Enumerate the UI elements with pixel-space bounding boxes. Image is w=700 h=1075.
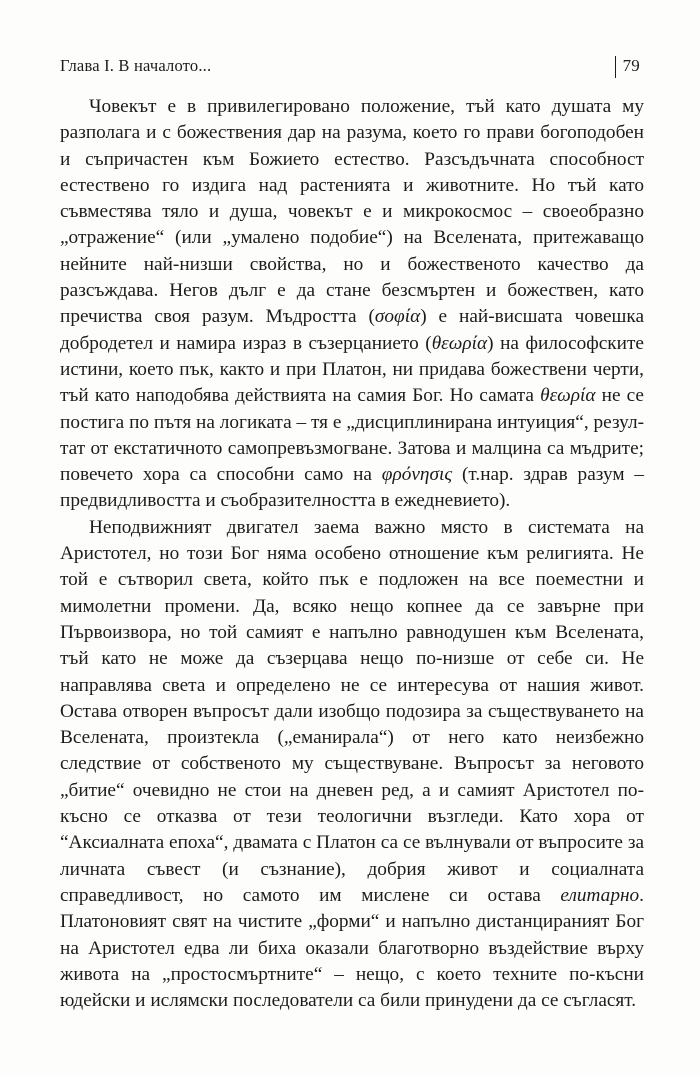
paragraph — [60, 94, 644, 515]
paragraph — [60, 515, 644, 1015]
text-run: ) е най-висшата човешка добродетел и намира израз в съзерцанието ( — [60, 306, 645, 354]
chapter-title: Глава I. В началото... — [60, 56, 212, 75]
italic-term: елитарно — [560, 884, 640, 906]
page-number: 79 — [622, 56, 640, 75]
italic-term: θεωρία — [431, 332, 488, 354]
page-number-block — [615, 56, 640, 78]
italic-term: θεωρία — [540, 385, 596, 407]
italic-term: σοφία — [374, 306, 421, 328]
body-text — [60, 94, 644, 1014]
page-number-divider — [615, 56, 616, 78]
text-run: . Платоновият свят на чистите „форми“ и напълно дистанцираният Бог на Аристотел едва ли биха оказали благотворно въздействие върху живота на „простосмъртните“ – нещо, с което техните по-късни юдейски и ислямски последователи са били принудени да се съгласят. — [60, 884, 644, 1012]
text-run: (т.нар. здрав разум – предвидливостта и съобразителността в ежедневието). — [60, 464, 645, 512]
text-run: Неподвижният двигател заема важно място в системата на Аристотел, но този Бог няма особено отношение към религията. Не той е сътворил света, който пък е подложен на все поеместни и мимолетни промени. Да, всяко нещо копнее да се завърне при Първоизвора, но той самият е напълно равнодушен към Вселената, тъй като не може да съзерцава нещо по-низше от себе си. Не направлява света и определено не се интересува от нашия живот. Остава отворен въпросът дали изобщо подозира за съществуването на Вселената, произтекла („еманирала“) от него като неизбежно следствие от собственото му съществуване. Въпросът за неговото „битие“ очевидно не стои на дневен ред, а и самият Аристотел по-късно се отказва от тези теологични възгледи. Като хора от “Аксиалната епоха“, двамата с Платон са се вълнували от въпросите за личната съвест (и съзнание), добрия живот и социалната справедливост, но самото им мислене си остава — [60, 516, 644, 906]
running-header — [60, 56, 640, 80]
text-run: не се постига по пътя на логиката – тя е „дисциплинирана интуиция“, резултат от екстатичното самопревъзмогване. Затова и малцина са мъдрите; повечето хора са способни само на — [60, 385, 644, 486]
italic-term: φρόνησις — [381, 464, 453, 486]
text-run: ) на философските истини, което пък, както и при Платон, ни придава божествени черти, тъй като наподобява действията на самия Бог. Но самата — [60, 332, 644, 407]
text-run: Човекът е в привилегировано положение, тъй като душата му разполага и с божествения дар на разума, което го прави богоподобен и съпричастен към Божието естество. Разсъдъчната способност естествено го издига над растенията и животните. Но тъй като съвместява тяло и душа, човекът е и микрокосмос – своеобразно „отражение“ (или „умалено подобие“) на Вселената, притежаващо нейните най-низши свойства, но и божественото качество да разсъждава. Негов дълг е да стане безсмъртен и божествен, като пречиства своя разум. Мъдростта ( — [60, 96, 644, 328]
